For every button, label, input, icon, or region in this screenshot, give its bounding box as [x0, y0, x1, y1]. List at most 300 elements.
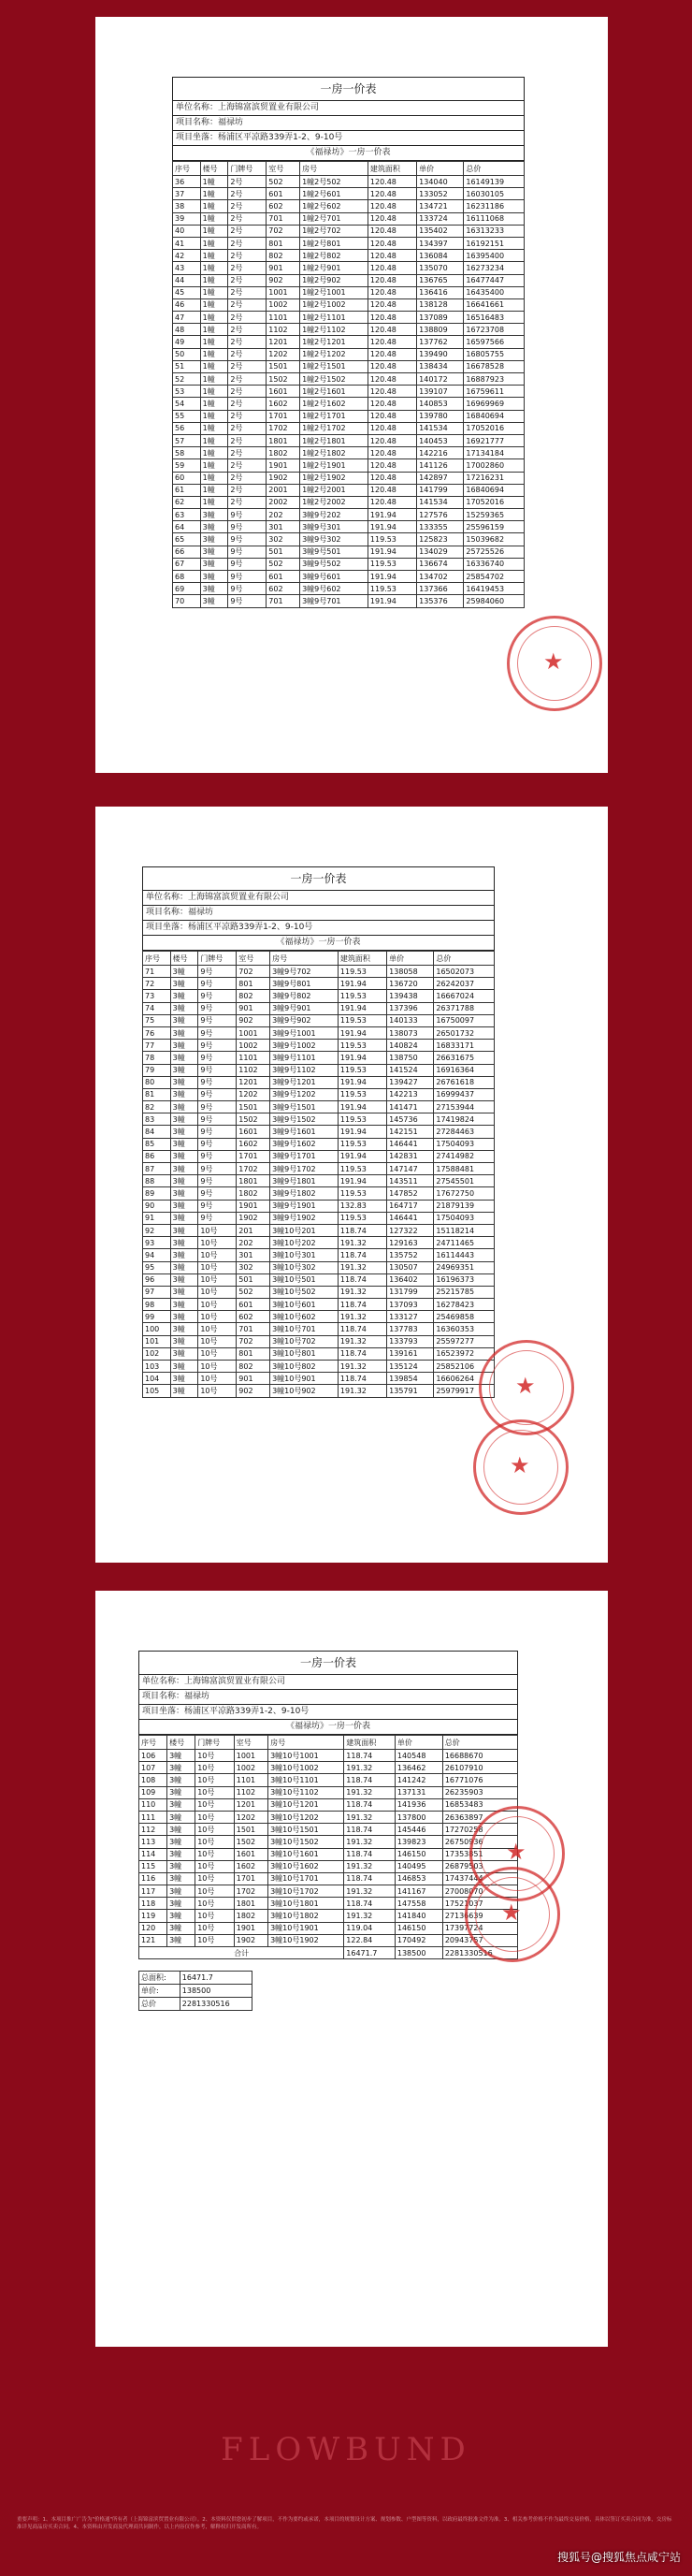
table-cell: 2号: [228, 250, 267, 262]
table-cell: 2号: [228, 398, 267, 410]
table-cell: 191.32: [338, 1385, 386, 1397]
table-cell: 119: [139, 1910, 167, 1922]
table-cell: 16502073: [434, 966, 495, 978]
sheet-title: 一房一价表: [172, 77, 525, 101]
table-cell: 141167: [395, 1885, 442, 1898]
table-row: [143, 1200, 495, 1212]
table-cell: 16641661: [464, 298, 525, 311]
table-row: [173, 459, 525, 472]
table-cell: 137366: [417, 583, 464, 595]
table-row: [173, 250, 525, 262]
header-cell: 序号: [173, 162, 201, 176]
table-cell: 17672750: [434, 1187, 495, 1200]
table-row: [143, 1311, 495, 1323]
table-cell: 135376: [417, 595, 464, 607]
table-cell: 9号: [198, 1163, 237, 1175]
table-header-row: [173, 162, 525, 176]
table-cell: 10号: [198, 1273, 237, 1286]
table-cell: 191.32: [338, 1361, 386, 1373]
table-cell: 3幢: [170, 1249, 198, 1261]
table-cell: 25854702: [464, 571, 525, 583]
table-cell: 1幢: [200, 360, 228, 372]
table-row: [139, 1885, 518, 1898]
table-cell: 17002860: [464, 459, 525, 472]
table-row: [143, 1261, 495, 1273]
table-cell: 53: [173, 386, 201, 398]
header-cell: 总价: [464, 162, 525, 176]
table-cell: 120.48: [368, 262, 416, 274]
price-table: [138, 1735, 518, 1959]
table-row: [173, 336, 525, 348]
table-cell: 191.94: [338, 1052, 386, 1064]
table-cell: 3幢10号1701: [268, 1872, 344, 1885]
table-cell: 121: [139, 1934, 167, 1946]
table-cell: 3幢: [170, 1373, 198, 1385]
table-cell: 1幢2号1602: [300, 398, 368, 410]
table-cell: 3幢: [167, 1786, 195, 1798]
table-cell: 1101: [267, 312, 300, 324]
table-row: [139, 1848, 518, 1860]
table-cell: 120.48: [368, 286, 416, 298]
table-cell: 3幢10号1902: [268, 1934, 344, 1946]
table-cell: 3幢10号1102: [268, 1786, 344, 1798]
table-cell: 10号: [195, 1750, 235, 1762]
table-cell: 3幢10号802: [270, 1361, 339, 1373]
table-cell: 133793: [387, 1335, 434, 1347]
table-cell: 191.94: [338, 1002, 386, 1014]
table-cell: 120.48: [368, 459, 416, 472]
table-cell: 16606264: [434, 1373, 495, 1385]
table-cell: 1幢: [200, 200, 228, 212]
table-cell: 17437444: [442, 1872, 517, 1885]
table-row: [173, 188, 525, 200]
table-cell: 1幢2号1101: [300, 312, 368, 324]
table-cell: 109: [139, 1786, 167, 1798]
table-cell: 3幢: [167, 1798, 195, 1811]
table-row: [139, 1750, 518, 1762]
table-cell: 3幢10号302: [270, 1261, 339, 1273]
table-cell: 45: [173, 286, 201, 298]
table-cell: 135070: [417, 262, 464, 274]
table-cell: 140453: [417, 434, 464, 446]
table-cell: 1702: [237, 1163, 270, 1175]
table-cell: 1幢: [200, 298, 228, 311]
table-cell: 2号: [228, 422, 267, 434]
table-cell: 146441: [387, 1212, 434, 1224]
table-cell: 901: [237, 1373, 270, 1385]
table-cell: 9号: [228, 521, 267, 533]
table-cell: 1幢2号1901: [300, 459, 368, 472]
table-cell: 136084: [417, 250, 464, 262]
table-cell: 1幢2号601: [300, 188, 368, 200]
table-cell: 3幢: [170, 1014, 198, 1026]
table-cell: 139854: [387, 1373, 434, 1385]
table-cell: 26631675: [434, 1052, 495, 1064]
table-cell: 139490: [417, 348, 464, 360]
table-cell: 43: [173, 262, 201, 274]
table-cell: 1601: [267, 386, 300, 398]
table-cell: 134721: [417, 200, 464, 212]
table-cell: 16523972: [434, 1347, 495, 1360]
table-cell: 120.48: [368, 212, 416, 225]
table-cell: 3幢9号301: [300, 521, 368, 533]
total-row: [139, 1947, 518, 1959]
table-cell: 3幢: [200, 546, 228, 558]
table-cell: 1幢2号1501: [300, 360, 368, 372]
table-cell: 3幢10号1101: [268, 1774, 344, 1786]
table-cell: 140853: [417, 398, 464, 410]
table-cell: 139107: [417, 386, 464, 398]
price-table: [172, 161, 525, 608]
table-cell: 142213: [387, 1088, 434, 1100]
table-cell: 3幢9号1601: [270, 1126, 339, 1138]
table-cell: 9号: [198, 1138, 237, 1150]
table-cell: 1幢: [200, 336, 228, 348]
table-cell: 1201: [234, 1798, 267, 1811]
header-cell: 总价: [434, 952, 495, 966]
table-cell: 61: [173, 484, 201, 496]
table-cell: 119.53: [368, 583, 416, 595]
table-cell: 116: [139, 1872, 167, 1885]
table-cell: 1002: [267, 298, 300, 311]
table-row: [173, 373, 525, 386]
table-cell: 41: [173, 237, 201, 249]
table-cell: 3幢9号1201: [270, 1076, 339, 1088]
table-row: [139, 1774, 518, 1786]
table-row: [173, 472, 525, 484]
table-cell: 120: [139, 1922, 167, 1934]
table-cell: 83: [143, 1113, 171, 1126]
table-cell: 50: [173, 348, 201, 360]
table-cell: 1802: [234, 1910, 267, 1922]
table-cell: 191.94: [368, 521, 416, 533]
table-cell: 120.48: [368, 434, 416, 446]
table-row: [143, 1299, 495, 1311]
table-cell: 138128: [417, 298, 464, 311]
header-cell: 单价: [387, 952, 434, 966]
table-cell: 3幢10号1501: [268, 1824, 344, 1836]
table-cell: 1001: [267, 286, 300, 298]
table-cell: 1102: [234, 1786, 267, 1798]
table-cell: 1幢2号602: [300, 200, 368, 212]
table-cell: 802: [237, 990, 270, 1002]
table-cell: 16419453: [464, 583, 525, 595]
summary-label: 单价:: [139, 1985, 180, 1998]
table-cell: 120.48: [368, 373, 416, 386]
table-cell: 16114443: [434, 1249, 495, 1261]
table-cell: 118.74: [344, 1750, 396, 1762]
table-cell: 901: [267, 262, 300, 274]
table-cell: 3幢: [170, 1064, 198, 1076]
table-cell: 134029: [417, 546, 464, 558]
table-cell: 3幢: [170, 1286, 198, 1298]
table-cell: 3幢10号202: [270, 1237, 339, 1249]
table-cell: 9号: [228, 533, 267, 546]
header-cell: 建筑面积: [338, 952, 386, 966]
table-cell: 1幢: [200, 472, 228, 484]
table-row: [143, 1273, 495, 1286]
table-cell: 191.32: [344, 1910, 396, 1922]
table-cell: 1幢: [200, 459, 228, 472]
table-cell: 3幢: [167, 1750, 195, 1762]
table-cell: 1幢: [200, 212, 228, 225]
table-cell: 191.32: [344, 1836, 396, 1848]
table-cell: 17419824: [434, 1113, 495, 1126]
table-cell: 15118214: [434, 1224, 495, 1236]
table-cell: 3幢10号1901: [268, 1922, 344, 1934]
table-cell: 2号: [228, 200, 267, 212]
table-cell: 191.94: [338, 1101, 386, 1113]
table-cell: 16921777: [464, 434, 525, 446]
table-row: [139, 1786, 518, 1798]
table-cell: 118: [139, 1898, 167, 1910]
table-cell: 85: [143, 1138, 171, 1150]
table-cell: 118.74: [344, 1824, 396, 1836]
table-cell: 133355: [417, 521, 464, 533]
table-cell: 3幢: [167, 1934, 195, 1946]
table-cell: 10号: [198, 1347, 237, 1360]
table-cell: 2号: [228, 176, 267, 188]
table-cell: 87: [143, 1163, 171, 1175]
table-cell: 191.32: [344, 1885, 396, 1898]
table-cell: 119.53: [338, 1014, 386, 1026]
table-cell: 3幢10号1001: [268, 1750, 344, 1762]
table-cell: 120.48: [368, 484, 416, 496]
table-cell: 139780: [417, 410, 464, 422]
table-cell: 78: [143, 1052, 171, 1064]
table-cell: 9号: [198, 1064, 237, 1076]
table-cell: 16887923: [464, 373, 525, 386]
table-cell: 27136639: [442, 1910, 517, 1922]
table-cell: 134702: [417, 571, 464, 583]
table-cell: 3幢9号701: [300, 595, 368, 607]
table-cell: 1202: [237, 1088, 270, 1100]
table-cell: 16278423: [434, 1299, 495, 1311]
table-cell: 72: [143, 978, 171, 990]
table-cell: 1幢2号1702: [300, 422, 368, 434]
table-cell: 3幢9号1202: [270, 1088, 339, 1100]
table-cell: 139438: [387, 990, 434, 1002]
table-cell: 92: [143, 1224, 171, 1236]
table-cell: 3幢: [167, 1836, 195, 1848]
table-cell: 16688670: [442, 1750, 517, 1762]
table-row: [173, 212, 525, 225]
table-cell: 2号: [228, 348, 267, 360]
table-row: [173, 386, 525, 398]
table-cell: 1002: [234, 1762, 267, 1774]
summary-value: 2281330516: [180, 1998, 252, 2011]
table-cell: 120.48: [368, 410, 416, 422]
table-cell: 1801: [267, 434, 300, 446]
table-cell: 118.74: [338, 1373, 386, 1385]
table-cell: 10号: [195, 1934, 235, 1946]
table-cell: 10号: [195, 1811, 235, 1823]
table-cell: 1502: [267, 373, 300, 386]
table-cell: 3幢: [167, 1762, 195, 1774]
table-cell: 16477447: [464, 274, 525, 286]
table-cell: 119.53: [338, 990, 386, 1002]
table-cell: 93: [143, 1237, 171, 1249]
table-cell: 1幢: [200, 496, 228, 508]
table-cell: 1幢2号801: [300, 237, 368, 249]
table-cell: 3幢9号601: [300, 571, 368, 583]
table-cell: 702: [237, 1335, 270, 1347]
table-cell: 3幢: [170, 1224, 198, 1236]
disclaimer-text: 重要声明：1、本项目推广广告为"价格通"所有者（上海锦富滨贸置业有限公司）。2、本资料仅供您初步了解项目，不作为要约或承诺，本项目的规划设计方案、规划参数、户型图等资料，以政府最终批准文件为准。3、相关参考价格不作为最终交易价格，具体以签订买卖合同为准，交房标准详见商品房买卖合同。4、本资料由开发商及代理商共同制作，以上内容仅作参考，解释权归开发商所有。: [17, 2517, 672, 2530]
table-cell: 140495: [395, 1860, 442, 1872]
table-cell: 141126: [417, 459, 464, 472]
table-cell: 101: [143, 1335, 171, 1347]
table-cell: 25725526: [464, 546, 525, 558]
table-cell: 1701: [267, 410, 300, 422]
table-cell: 115: [139, 1860, 167, 1872]
table-cell: 16395400: [464, 250, 525, 262]
project-address: 项目坐落：杨浦区平凉路339弄1-2、9-10号: [142, 921, 495, 936]
table-cell: 24711465: [434, 1237, 495, 1249]
table-cell: 1幢2号1601: [300, 386, 368, 398]
table-cell: 1002: [237, 1040, 270, 1052]
table-cell: 10号: [198, 1373, 237, 1385]
table-cell: 17588481: [434, 1163, 495, 1175]
table-row: [173, 225, 525, 237]
table-cell: 142151: [387, 1126, 434, 1138]
table-cell: 3幢10号702: [270, 1335, 339, 1347]
table-cell: 82: [143, 1101, 171, 1113]
table-cell: 16805755: [464, 348, 525, 360]
table-cell: 9号: [198, 1126, 237, 1138]
table-cell: 1601: [234, 1848, 267, 1860]
table-cell: 51: [173, 360, 201, 372]
table-cell: 86: [143, 1150, 171, 1162]
table-cell: 16969969: [464, 398, 525, 410]
table-cell: 2号: [228, 472, 267, 484]
table-cell: 2号: [228, 360, 267, 372]
table-cell: 3幢9号1801: [270, 1175, 339, 1187]
table-cell: 119.53: [338, 1138, 386, 1150]
table-cell: 25984060: [464, 595, 525, 607]
table-cell: 145736: [387, 1113, 434, 1126]
table-cell: 133052: [417, 188, 464, 200]
table-cell: 2号: [228, 410, 267, 422]
table-cell: 10号: [195, 1824, 235, 1836]
table-cell: 1幢: [200, 348, 228, 360]
table-cell: 26363897: [442, 1811, 517, 1823]
table-cell: 3幢10号1201: [268, 1798, 344, 1811]
table-row: [173, 348, 525, 360]
table-cell: 9号: [228, 595, 267, 607]
table-cell: 602: [237, 1311, 270, 1323]
table-cell: 10号: [195, 1786, 235, 1798]
table-cell: 84: [143, 1126, 171, 1138]
table-cell: 120.48: [368, 398, 416, 410]
sheet-title: 一房一价表: [142, 866, 495, 891]
table-cell: 1602: [234, 1860, 267, 1872]
table-cell: 3幢9号1901: [270, 1200, 339, 1212]
table-row: [139, 1934, 518, 1946]
table-cell: 118.74: [338, 1347, 386, 1360]
table-cell: 801: [237, 1347, 270, 1360]
table-cell: 2号: [228, 484, 267, 496]
table-cell: 97: [143, 1286, 171, 1298]
table-cell: 143511: [387, 1175, 434, 1187]
table-cell: 63: [173, 509, 201, 521]
table-cell: 1幢: [200, 274, 228, 286]
table-cell: 3幢: [170, 1052, 198, 1064]
table-row: [173, 176, 525, 188]
table-cell: 3幢9号302: [300, 533, 368, 546]
table-cell: 3幢9号1001: [270, 1026, 339, 1039]
header-cell: 门牌号: [198, 952, 237, 966]
table-cell: 9号: [198, 990, 237, 1002]
header-cell: 室号: [237, 952, 270, 966]
table-cell: 120.48: [368, 250, 416, 262]
table-cell: 1502: [237, 1113, 270, 1126]
table-cell: 16678528: [464, 360, 525, 372]
table-cell: 9号: [198, 1212, 237, 1224]
table-cell: 16111068: [464, 212, 525, 225]
table-cell: 26107910: [442, 1762, 517, 1774]
table-cell: 3幢10号502: [270, 1286, 339, 1298]
table-cell: 3幢9号501: [300, 546, 368, 558]
table-cell: 3幢: [170, 1361, 198, 1373]
table-cell: 902: [237, 1385, 270, 1397]
table-cell: 3幢9号1101: [270, 1052, 339, 1064]
table-cell: 3幢10号1801: [268, 1898, 344, 1910]
table-cell: 3幢: [170, 990, 198, 1002]
table-cell: 1幢2号1002: [300, 298, 368, 311]
table-cell: 9号: [198, 1101, 237, 1113]
table-cell: 9号: [198, 966, 237, 978]
table-cell: 3幢9号1501: [270, 1101, 339, 1113]
table-cell: 119.53: [338, 1088, 386, 1100]
table-cell: 10号: [195, 1898, 235, 1910]
table-row: [143, 1361, 495, 1373]
table-cell: 10号: [198, 1361, 237, 1373]
table-cell: 191.94: [338, 978, 386, 990]
table-cell: 10号: [198, 1286, 237, 1298]
table-cell: 118.74: [338, 1323, 386, 1335]
table-cell: 120.48: [368, 237, 416, 249]
table-cell: 3幢: [170, 1347, 198, 1360]
table-cell: 902: [237, 1014, 270, 1026]
table-cell: 3幢9号1802: [270, 1187, 339, 1200]
table-cell: 701: [237, 1323, 270, 1335]
total-area: 16471.7: [344, 1947, 396, 1959]
table-row: [143, 1002, 495, 1014]
table-cell: 17052016: [464, 422, 525, 434]
table-cell: 42: [173, 250, 201, 262]
table-cell: 25596159: [464, 521, 525, 533]
table-row: [173, 434, 525, 446]
summary-table: [138, 1971, 252, 2011]
table-cell: 60: [173, 472, 201, 484]
table-cell: 25469858: [434, 1311, 495, 1323]
table-cell: 76: [143, 1026, 171, 1039]
table-cell: 47: [173, 312, 201, 324]
table-cell: 3幢9号602: [300, 583, 368, 595]
table-cell: 119.53: [338, 1113, 386, 1126]
table-cell: 145446: [395, 1824, 442, 1836]
table-cell: 141471: [387, 1101, 434, 1113]
table-cell: 1幢2号1202: [300, 348, 368, 360]
table-cell: 3幢10号902: [270, 1385, 339, 1397]
table-cell: 122.84: [344, 1934, 396, 1946]
table-cell: 1幢: [200, 312, 228, 324]
seal-star-icon: ★: [501, 1899, 522, 1926]
table-cell: 3幢: [170, 1026, 198, 1039]
table-cell: 902: [267, 274, 300, 286]
table-cell: 96: [143, 1273, 171, 1286]
